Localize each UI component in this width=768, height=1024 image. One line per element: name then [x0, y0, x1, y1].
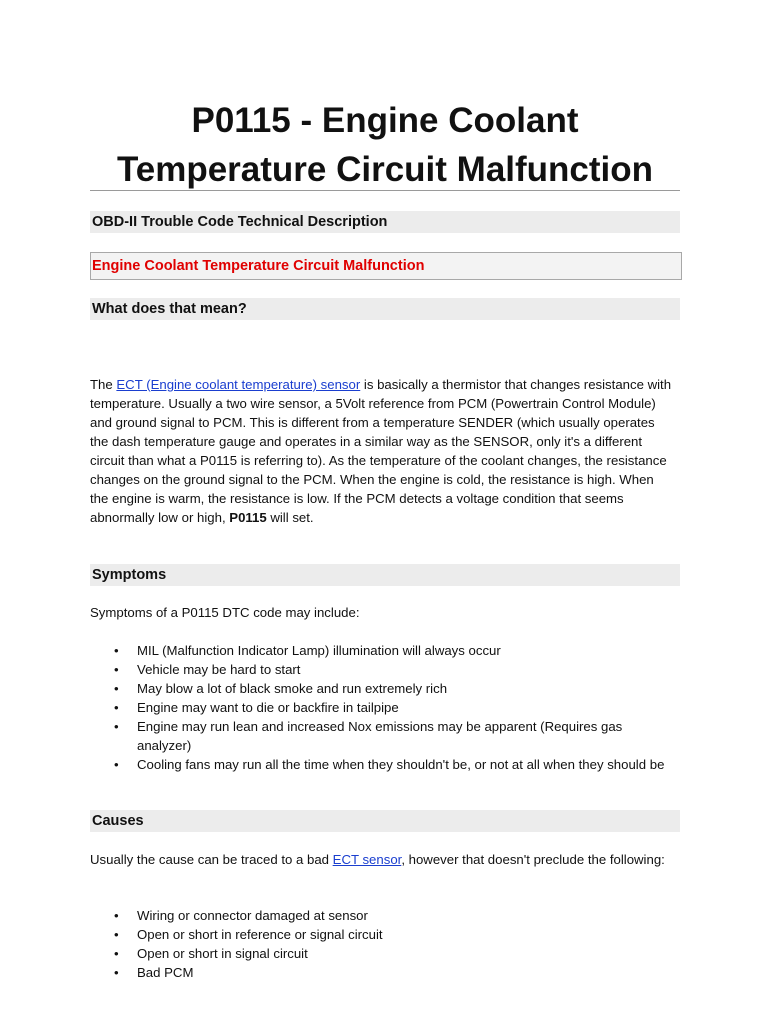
tech-description-heading: OBD-II Trouble Code Technical Description	[90, 211, 680, 233]
causes-intro: Usually the cause can be traced to a bad ECT sensor, however that doesn't preclude the following:	[90, 852, 665, 867]
list-item: • May blow a lot of black smoke and run extremely rich	[114, 681, 448, 696]
bullet-glyph: •	[114, 908, 119, 923]
meaning-body: is basically a thermistor that changes resistance with temperature. Usually a two wire sensor, a 5Volt reference from PCM (Powertrain Control Module) and ground signal to PCM. This is different from a temperature SENDER (which usually operates the dash temperature gauge and operates in a similar way as the SENSOR, only it's a different circuit than what a P0115 is referring to). As the temperature of the coolant changes, the resistance changes on the ground signal to the PCM. When the engine is cold, the resistance is high. When the engine is warm, the resistance is low. If the PCM detects a voltage condition that seems abnormally low or high,	[90, 377, 672, 525]
bullet-glyph: •	[114, 946, 119, 961]
bullet-glyph: •	[114, 719, 119, 734]
ect-sensor-link[interactable]: ECT (Engine coolant temperature) sensor	[116, 377, 361, 392]
list-item: • Cooling fans may run all the time when they shouldn't be, or not at all when they should be	[114, 757, 665, 772]
bullet-glyph: •	[114, 681, 119, 696]
code-description-box: Engine Coolant Temperature Circuit Malfunction	[90, 252, 682, 280]
list-item: • Open or short in reference or signal circuit	[114, 927, 383, 942]
causes-heading: Causes	[90, 810, 680, 832]
ect-sensor-link-2[interactable]: ECT sensor	[332, 852, 402, 867]
page-title: P0115 - Engine Coolant Temperature Circuit Malfunction	[116, 101, 654, 189]
bullet-glyph: •	[114, 643, 119, 658]
meaning-tail: will set.	[266, 510, 314, 525]
meaning-intro: The	[90, 377, 117, 392]
meaning-paragraph	[90, 375, 675, 527]
meaning-heading: What does that mean?	[90, 298, 680, 320]
bullet-glyph: •	[114, 700, 119, 715]
bullet-glyph: •	[114, 757, 119, 772]
list-item: • Bad PCM	[114, 965, 194, 980]
symptoms-heading: Symptoms	[90, 564, 680, 586]
bullet-glyph: •	[114, 662, 119, 677]
list-item: • Vehicle may be hard to start	[114, 662, 301, 677]
symptoms-intro: Symptoms of a P0115 DTC code may include:	[90, 605, 360, 620]
list-item: • Engine may run lean and increased Nox emissions may be apparent (Requires gas analyzer)	[114, 719, 623, 753]
bullet-glyph: •	[114, 965, 119, 980]
causes-list	[90, 906, 680, 982]
meaning-code: P0115	[229, 510, 267, 525]
list-item: • Engine may want to die or backfire in tailpipe	[114, 700, 399, 715]
list-item: • Wiring or connector damaged at sensor	[114, 908, 368, 923]
list-item: • MIL (Malfunction Indicator Lamp) illumination will always occur	[114, 643, 501, 658]
bullet-glyph: •	[114, 927, 119, 942]
title-divider	[90, 190, 680, 191]
symptoms-list	[90, 641, 680, 774]
list-item: • Open or short in signal circuit	[114, 946, 308, 961]
